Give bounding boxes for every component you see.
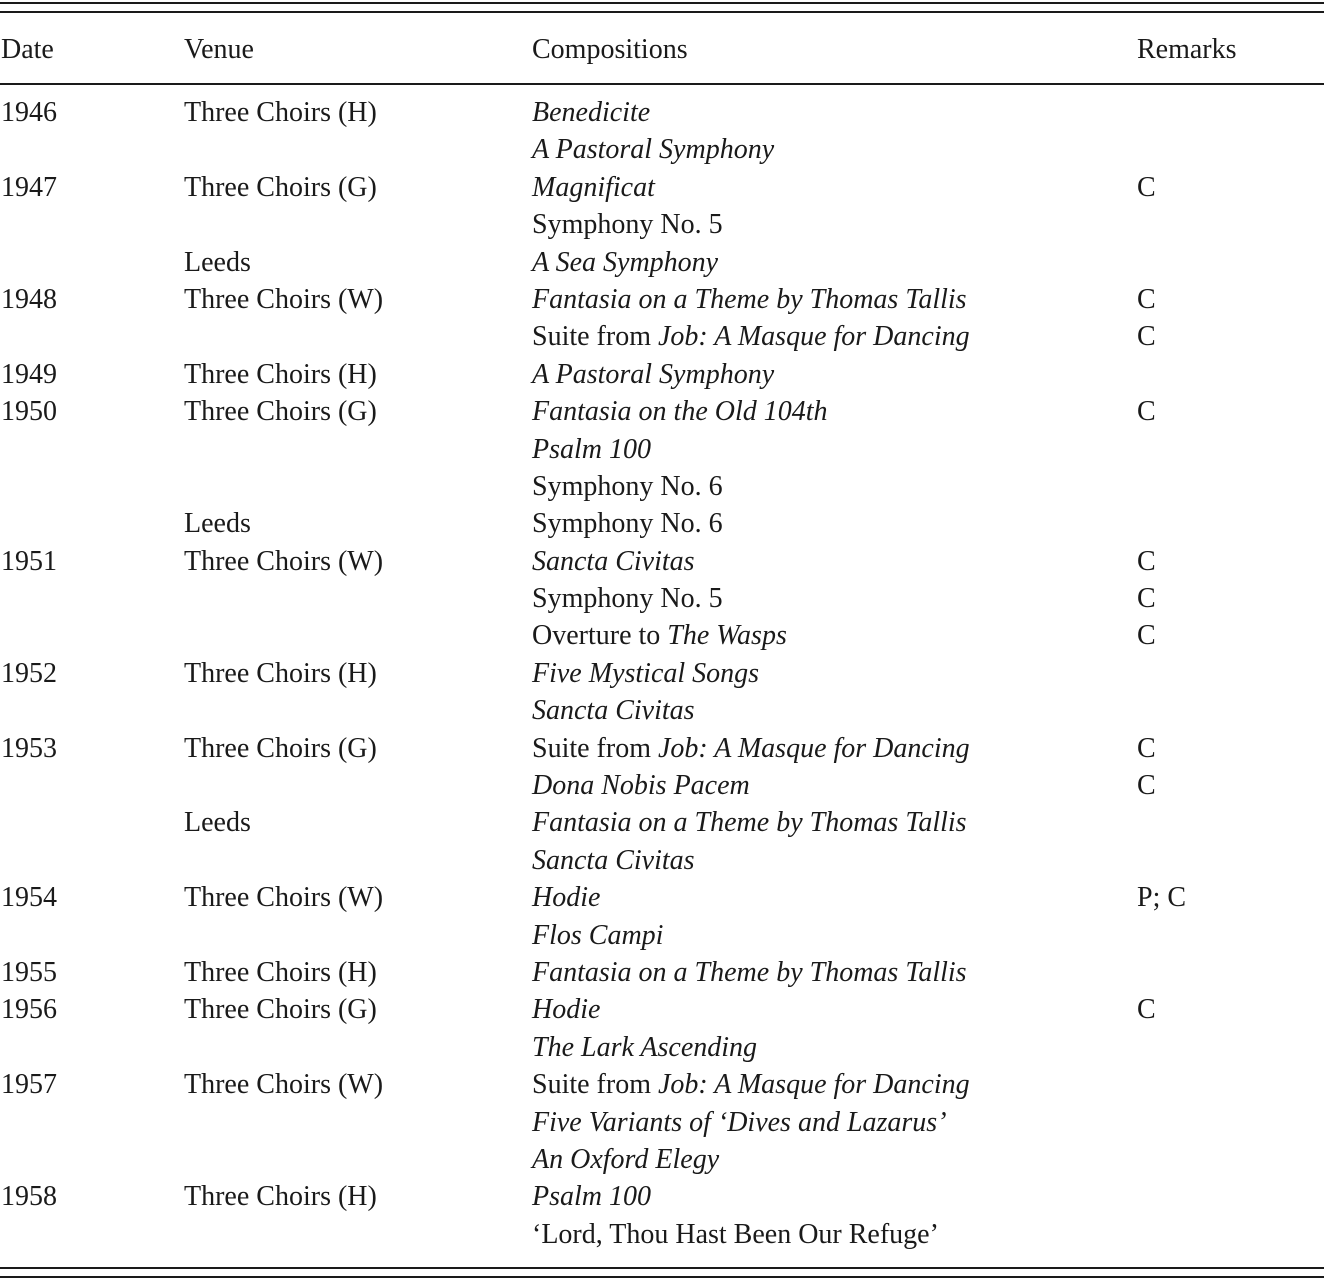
cell-composition bbox=[532, 431, 651, 468]
cell-composition bbox=[532, 131, 774, 168]
composition-title-italic: Fantasia on a Theme by Thomas Tallis bbox=[532, 283, 967, 315]
table-row bbox=[0, 1141, 1324, 1178]
cell-remarks: C bbox=[1137, 545, 1156, 577]
cell-composition bbox=[532, 804, 967, 841]
bottom-rule-inner bbox=[0, 1267, 1324, 1269]
composition-title-italic: Sancta Civitas bbox=[532, 695, 695, 727]
cell-composition bbox=[532, 991, 600, 1028]
cell-composition bbox=[532, 94, 650, 131]
composition-title-italic: Hodie bbox=[532, 882, 601, 914]
cell-composition bbox=[532, 692, 695, 729]
cell-composition bbox=[532, 1141, 719, 1178]
cell-remarks: C bbox=[1137, 770, 1156, 802]
table-row bbox=[0, 580, 1324, 617]
table-row bbox=[0, 131, 1324, 168]
table-row bbox=[0, 94, 1324, 131]
cell-date: 1957 bbox=[1, 1069, 57, 1101]
cell-venue: Three Choirs (W) bbox=[184, 283, 384, 315]
cell-date: 1952 bbox=[1, 657, 57, 689]
table-row bbox=[0, 954, 1324, 991]
cell-composition bbox=[532, 617, 787, 654]
cell-venue: Leeds bbox=[184, 246, 251, 278]
cell-composition bbox=[532, 281, 967, 318]
table-row bbox=[0, 505, 1324, 542]
table-row bbox=[0, 767, 1324, 804]
cell-composition bbox=[532, 543, 695, 580]
header-rule bbox=[0, 83, 1324, 85]
composition-title-italic: Psalm 100 bbox=[532, 1181, 651, 1213]
cell-venue: Three Choirs (H) bbox=[184, 358, 377, 390]
cell-date: 1955 bbox=[1, 956, 57, 988]
cell-venue: Three Choirs (W) bbox=[184, 882, 384, 914]
composition-title-italic: Five Mystical Songs bbox=[532, 657, 760, 689]
cell-date: 1946 bbox=[1, 97, 57, 128]
table-header bbox=[0, 30, 1324, 70]
composition-title-italic: The Wasps bbox=[667, 620, 787, 652]
composition-text: ‘Lord, Thou Hast Been Our Refuge’ bbox=[532, 1218, 939, 1250]
cell-date: 1954 bbox=[1, 882, 57, 914]
composition-text: Symphony No. 5 bbox=[532, 583, 723, 615]
cell-remarks: C bbox=[1137, 283, 1156, 315]
composition-title-italic: A Pastoral Symphony bbox=[532, 134, 775, 166]
composition-title-italic: Magnificat bbox=[532, 171, 655, 203]
cell-composition bbox=[532, 767, 750, 804]
cell-venue: Three Choirs (G) bbox=[184, 396, 377, 428]
table-row bbox=[0, 356, 1324, 393]
table-row bbox=[0, 804, 1324, 841]
cell-remarks: C bbox=[1137, 583, 1156, 615]
table-body bbox=[0, 94, 1324, 1253]
table-row bbox=[0, 991, 1324, 1028]
cell-date: 1956 bbox=[1, 994, 57, 1026]
cell-composition bbox=[532, 1104, 947, 1141]
composition-title-italic: Fantasia on a Theme by Thomas Tallis bbox=[532, 956, 967, 988]
cell-remarks: C bbox=[1137, 620, 1156, 652]
cell-remarks: P; C bbox=[1137, 882, 1187, 914]
table-row bbox=[0, 842, 1324, 879]
cell-composition bbox=[532, 505, 723, 542]
cell-venue: Three Choirs (W) bbox=[184, 1069, 384, 1101]
composition-text: Symphony No. 6 bbox=[532, 470, 723, 502]
cell-remarks: C bbox=[1137, 732, 1156, 764]
composition-title-italic: Fantasia on a Theme by Thomas Tallis bbox=[532, 807, 967, 839]
composition-title-italic: Five Variants of ‘Dives and Lazarus’ bbox=[532, 1106, 947, 1138]
composition-title-italic: Hodie bbox=[532, 994, 601, 1026]
composition-text: Suite from bbox=[532, 732, 658, 764]
cell-composition bbox=[532, 879, 600, 916]
cell-composition bbox=[532, 954, 967, 991]
composition-title-italic: Benedicite bbox=[532, 97, 651, 128]
composition-title-italic: Job: A Masque for Dancing bbox=[658, 1069, 970, 1101]
table-row bbox=[0, 730, 1324, 767]
bottom-rule-outer bbox=[0, 1276, 1324, 1278]
cell-date: 1953 bbox=[1, 732, 57, 764]
cell-remarks: C bbox=[1137, 171, 1156, 203]
cell-composition bbox=[532, 842, 695, 879]
cell-date: 1948 bbox=[1, 283, 57, 315]
composition-title-italic: Job: A Masque for Dancing bbox=[658, 732, 970, 764]
top-rule-outer bbox=[0, 2, 1324, 4]
composition-title-italic: Sancta Civitas bbox=[532, 545, 695, 577]
cell-venue: Three Choirs (G) bbox=[184, 171, 377, 203]
table-row bbox=[0, 1178, 1324, 1215]
table-row bbox=[0, 393, 1324, 430]
cell-composition bbox=[532, 1216, 939, 1253]
table-row bbox=[0, 1216, 1324, 1253]
cell-composition bbox=[532, 356, 774, 393]
cell-venue: Three Choirs (H) bbox=[184, 97, 377, 128]
table-row bbox=[0, 655, 1324, 692]
top-rule-inner bbox=[0, 11, 1324, 13]
cell-composition bbox=[532, 244, 718, 281]
cell-remarks: C bbox=[1137, 321, 1156, 353]
cell-venue: Three Choirs (H) bbox=[184, 1181, 377, 1213]
cell-remarks: C bbox=[1137, 396, 1156, 428]
composition-title-italic: Job: A Masque for Dancing bbox=[658, 321, 970, 353]
cell-venue: Three Choirs (W) bbox=[184, 545, 384, 577]
composition-title-italic: An Oxford Elegy bbox=[532, 1143, 720, 1175]
header-venue: Venue bbox=[184, 34, 254, 65]
cell-composition bbox=[532, 917, 663, 954]
cell-composition bbox=[532, 468, 723, 505]
composition-title-italic: A Pastoral Symphony bbox=[532, 358, 775, 390]
cell-venue: Three Choirs (G) bbox=[184, 994, 377, 1026]
cell-date: 1947 bbox=[1, 171, 57, 203]
table-row bbox=[0, 281, 1324, 318]
table-row bbox=[0, 917, 1324, 954]
composition-title-italic: Sancta Civitas bbox=[532, 844, 695, 876]
composition-text: Symphony No. 6 bbox=[532, 508, 723, 540]
cell-date: 1950 bbox=[1, 396, 57, 428]
cell-composition bbox=[532, 730, 970, 767]
composition-text: Overture to bbox=[532, 620, 668, 652]
cell-composition bbox=[532, 580, 723, 617]
cell-date: 1958 bbox=[1, 1181, 57, 1213]
table-row bbox=[0, 169, 1324, 206]
composition-title-italic: Psalm 100 bbox=[532, 433, 651, 465]
table-row bbox=[0, 206, 1324, 243]
cell-date: 1951 bbox=[1, 545, 57, 577]
cell-venue: Three Choirs (G) bbox=[184, 732, 377, 764]
table-row bbox=[0, 1104, 1324, 1141]
composition-text: Suite from bbox=[532, 321, 658, 353]
cell-composition bbox=[532, 655, 759, 692]
cell-composition bbox=[532, 206, 723, 243]
composition-title-italic: Fantasia on the Old 104th bbox=[532, 396, 828, 428]
cell-composition bbox=[532, 1066, 970, 1103]
composition-title-italic: A Sea Symphony bbox=[532, 246, 719, 278]
table-row bbox=[0, 1066, 1324, 1103]
header-compositions: Compositions bbox=[532, 34, 688, 65]
table-row bbox=[0, 468, 1324, 505]
cell-venue: Three Choirs (H) bbox=[184, 956, 377, 988]
header-date: Date bbox=[1, 34, 54, 65]
cell-composition bbox=[532, 1029, 757, 1066]
table-row bbox=[0, 617, 1324, 654]
table-row bbox=[0, 431, 1324, 468]
table-row bbox=[0, 692, 1324, 729]
cell-composition bbox=[532, 1178, 651, 1215]
table-row bbox=[0, 244, 1324, 281]
cell-remarks: C bbox=[1137, 994, 1156, 1026]
cell-date: 1949 bbox=[1, 358, 57, 390]
composition-title-italic: Dona Nobis Pacem bbox=[532, 770, 750, 802]
cell-venue: Three Choirs (H) bbox=[184, 657, 377, 689]
composition-title-italic: Flos Campi bbox=[532, 919, 664, 951]
cell-composition bbox=[532, 318, 970, 355]
cell-venue: Leeds bbox=[184, 807, 251, 839]
composition-text: Symphony No. 5 bbox=[532, 209, 723, 241]
table-row bbox=[0, 318, 1324, 355]
table-row bbox=[0, 1029, 1324, 1066]
composition-text: Suite from bbox=[532, 1069, 658, 1101]
table-row bbox=[0, 543, 1324, 580]
header-remarks: Remarks bbox=[1137, 34, 1237, 65]
composition-title-italic: The Lark Ascending bbox=[532, 1031, 758, 1063]
cell-composition bbox=[532, 169, 655, 206]
cell-venue: Leeds bbox=[184, 508, 251, 540]
cell-composition bbox=[532, 393, 828, 430]
table-row bbox=[0, 879, 1324, 916]
